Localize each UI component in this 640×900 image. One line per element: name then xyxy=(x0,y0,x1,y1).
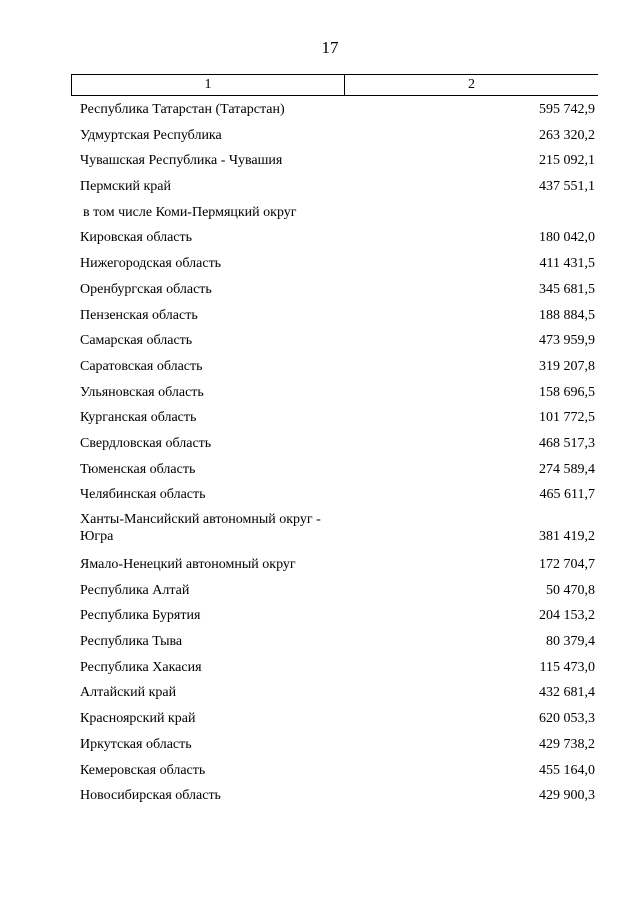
table-row xyxy=(0,784,640,810)
table-row xyxy=(0,759,640,785)
region-value: 50 470,8 xyxy=(546,582,595,598)
table-row xyxy=(0,432,640,458)
region-value: 172 704,7 xyxy=(539,557,595,572)
region-name: Иркутская область xyxy=(80,736,192,752)
table-body xyxy=(0,98,640,810)
region-value: 180 042,0 xyxy=(539,230,595,246)
region-name: Чувашская Республика - Чувашия xyxy=(80,153,283,169)
region-value: 215 092,1 xyxy=(539,153,595,169)
table-row xyxy=(0,553,640,579)
table-row xyxy=(0,656,640,682)
region-value: 411 431,5 xyxy=(539,256,595,272)
region-name: Пензенская область xyxy=(80,307,198,323)
table-row xyxy=(0,630,640,656)
region-name: Алтайский край xyxy=(80,685,177,701)
region-name: Красноярский край xyxy=(80,711,196,727)
region-value: 455 164,0 xyxy=(539,762,595,778)
table-row xyxy=(0,509,640,553)
table-row xyxy=(0,604,640,630)
region-value: 473 959,9 xyxy=(539,333,595,349)
table-row xyxy=(0,355,640,381)
table-header xyxy=(71,74,598,96)
region-name: Республика Татарстан (Татарстан) xyxy=(80,102,285,117)
region-value: 319 207,8 xyxy=(539,358,595,374)
region-value: 80 379,4 xyxy=(546,634,595,650)
region-name: Свердловская область xyxy=(80,435,212,451)
region-value: 432 681,4 xyxy=(539,685,595,701)
table-row xyxy=(0,483,640,509)
region-name: Тюменская область xyxy=(80,461,196,477)
region-value: 345 681,5 xyxy=(539,281,595,297)
region-name: Пермский край xyxy=(80,179,171,195)
region-name: Кемеровская область xyxy=(80,762,206,778)
region-value: 188 884,5 xyxy=(539,307,595,323)
table-row xyxy=(0,252,640,278)
region-name: Кировская область xyxy=(80,230,193,246)
region-value: 101 772,5 xyxy=(539,410,595,426)
region-name: Ханты-Мансийский автономный округ - Югра xyxy=(80,512,321,544)
region-name: Республика Алтай xyxy=(80,582,190,598)
region-name: Республика Тыва xyxy=(80,634,183,650)
region-value: 595 742,9 xyxy=(539,102,595,117)
region-name: в том числе Коми-Пермяцкий округ xyxy=(83,204,297,220)
region-value: 437 551,1 xyxy=(539,179,595,195)
region-name: Челябинская область xyxy=(80,487,206,503)
region-value: 263 320,2 xyxy=(539,127,595,143)
region-value: 465 611,7 xyxy=(539,487,595,503)
table-row xyxy=(0,201,640,227)
table-row xyxy=(0,278,640,304)
region-name: Нижегородская область xyxy=(80,256,222,272)
table-row xyxy=(0,681,640,707)
table-row xyxy=(0,406,640,432)
table-row xyxy=(0,98,640,124)
region-value: 620 053,3 xyxy=(539,711,595,727)
table-row xyxy=(0,579,640,605)
page-number: 17 xyxy=(321,38,339,57)
table-row xyxy=(0,329,640,355)
table-row xyxy=(0,707,640,733)
region-value: 468 517,3 xyxy=(539,435,595,451)
table-row xyxy=(0,458,640,484)
table-row xyxy=(0,381,640,407)
table-row xyxy=(0,124,640,150)
table-row xyxy=(0,304,640,330)
header-col-2: 2 xyxy=(468,77,475,92)
region-value: 274 589,4 xyxy=(539,461,595,477)
region-name: Оренбургская область xyxy=(80,281,212,297)
region-name: Республика Хакасия xyxy=(80,659,202,675)
region-value: 204 153,2 xyxy=(539,608,595,624)
table-row xyxy=(0,175,640,201)
region-value: 158 696,5 xyxy=(539,384,595,400)
table-row xyxy=(0,733,640,759)
region-name: Самарская область xyxy=(80,333,193,349)
region-name: Курганская область xyxy=(80,410,197,426)
region-name: Ульяновская область xyxy=(80,384,204,400)
region-value: 429 738,2 xyxy=(539,736,595,752)
region-name: Республика Бурятия xyxy=(80,608,201,624)
header-col-1: 1 xyxy=(72,75,345,95)
region-value: 381 419,2 xyxy=(539,529,595,544)
region-name: Ямало-Ненецкий автономный округ xyxy=(80,557,296,572)
region-value: 115 473,0 xyxy=(539,659,595,675)
region-value: 429 900,3 xyxy=(539,788,595,804)
table-row xyxy=(0,149,640,175)
region-name: Удмуртская Республика xyxy=(80,127,222,143)
region-name: Саратовская область xyxy=(80,358,203,374)
table-row xyxy=(0,226,640,252)
region-name: Новосибирская область xyxy=(80,788,221,804)
